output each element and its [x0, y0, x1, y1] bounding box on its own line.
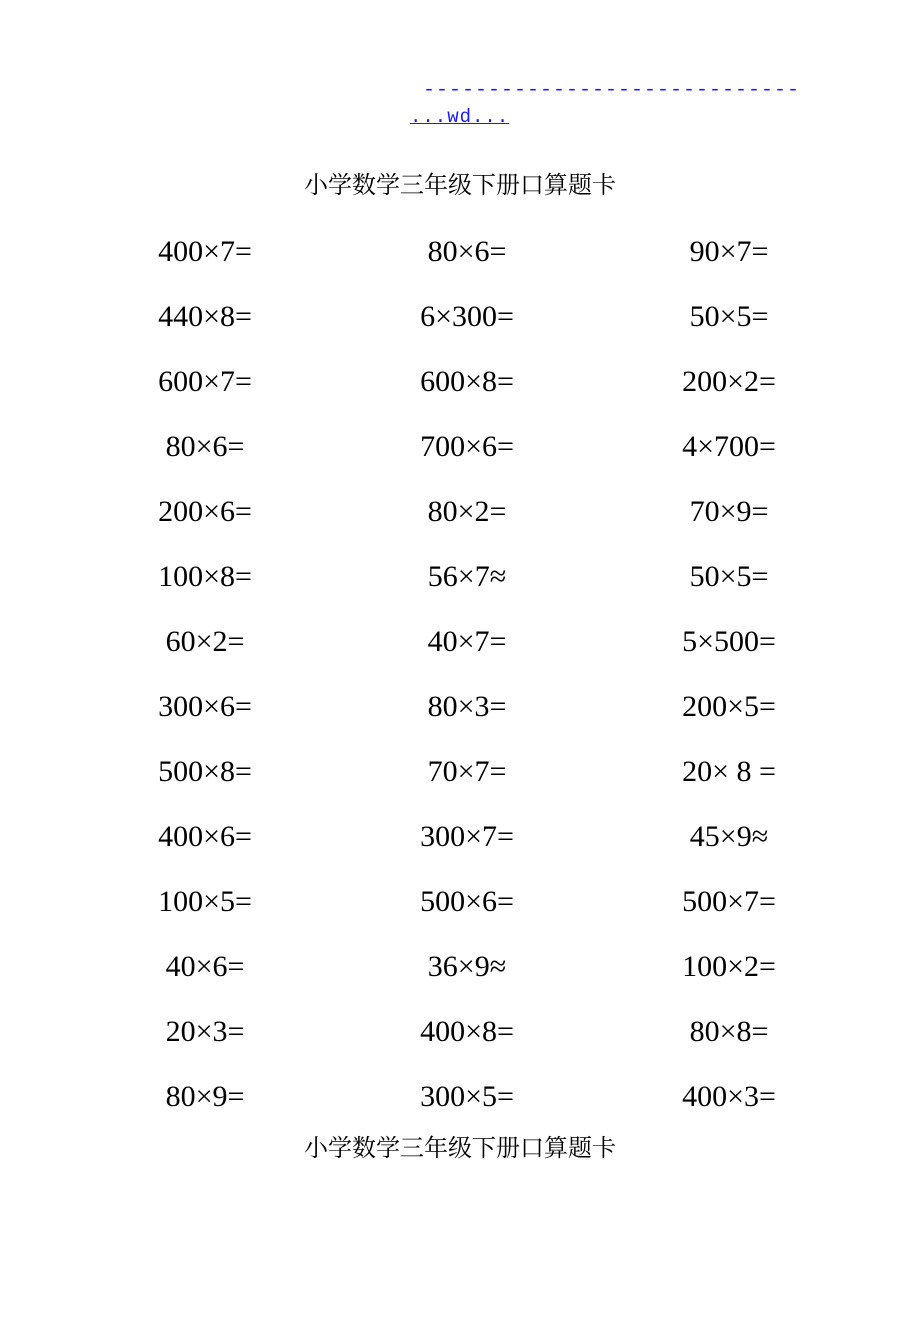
problem-cell: 600×7=: [158, 365, 252, 398]
problem-row: [0, 1002, 920, 1067]
problem-cell: 20× 8 =: [682, 755, 776, 788]
problem-row: [0, 352, 920, 417]
problem-cell: 40×7=: [427, 625, 507, 658]
problem-cell: 700×6=: [420, 430, 514, 463]
problem-row: [0, 742, 920, 807]
header-dashes: -----------------------------: [422, 79, 800, 102]
problem-cell: 60×2=: [165, 625, 245, 658]
problem-cell: 300×7=: [420, 820, 514, 853]
problem-cell: 6×300=: [420, 300, 514, 333]
problem-cell: 500×6=: [420, 885, 514, 918]
problem-cell: 600×8=: [420, 365, 514, 398]
problem-grid: [0, 222, 920, 1132]
problem-cell: 400×8=: [420, 1015, 514, 1048]
problem-row: [0, 287, 920, 352]
problem-cell: 200×2=: [682, 365, 776, 398]
problem-cell: 500×7=: [682, 885, 776, 918]
problem-cell: 300×5=: [420, 1080, 514, 1113]
problem-cell: 400×7=: [158, 235, 252, 268]
problem-cell: 200×6=: [158, 495, 252, 528]
problem-cell: 100×8=: [158, 560, 252, 593]
problem-row: [0, 1067, 920, 1132]
problem-cell: 80×6=: [427, 235, 507, 268]
problem-row: [0, 612, 920, 677]
header-wd-link[interactable]: ...wd...: [410, 106, 510, 128]
problem-cell: 500×8=: [158, 755, 252, 788]
problem-row: [0, 222, 920, 287]
page-title: 小学数学三年级下册口算题卡: [304, 171, 616, 199]
problem-cell: 400×6=: [158, 820, 252, 853]
problem-row: [0, 677, 920, 742]
problem-cell: 4×700=: [682, 430, 776, 463]
problem-row: [0, 807, 920, 872]
problem-cell: 100×5=: [158, 885, 252, 918]
problem-cell: 90×7=: [689, 235, 769, 268]
problem-cell: 40×6=: [165, 950, 245, 983]
problem-cell: 20×3=: [165, 1015, 245, 1048]
problem-cell: 36×9≈: [427, 950, 507, 983]
problem-cell: 5×500=: [682, 625, 776, 658]
problem-cell: 80×9=: [165, 1080, 245, 1113]
problem-cell: 45×9≈: [689, 820, 769, 853]
problem-cell: 50×5=: [689, 300, 769, 333]
problem-row: [0, 872, 920, 937]
problem-cell: 100×2=: [682, 950, 776, 983]
problem-cell: 50×5=: [689, 560, 769, 593]
problem-cell: 70×9=: [689, 495, 769, 528]
problem-row: [0, 482, 920, 547]
header-link[interactable]: [410, 78, 810, 131]
problem-row: [0, 417, 920, 482]
problem-cell: 400×3=: [682, 1080, 776, 1113]
problem-cell: 56×7≈: [427, 560, 507, 593]
problem-row: [0, 937, 920, 1002]
problem-cell: 80×2=: [427, 495, 507, 528]
problem-cell: 80×3=: [427, 690, 507, 723]
problem-cell: 70×7=: [427, 755, 507, 788]
problem-cell: 200×5=: [682, 690, 776, 723]
page-title-repeat: 小学数学三年级下册口算题卡: [304, 1134, 616, 1162]
problem-cell: 80×8=: [689, 1015, 769, 1048]
problem-cell: 300×6=: [158, 690, 252, 723]
problem-cell: 80×6=: [165, 430, 245, 463]
problem-row: [0, 547, 920, 612]
problem-cell: 440×8=: [158, 300, 252, 333]
